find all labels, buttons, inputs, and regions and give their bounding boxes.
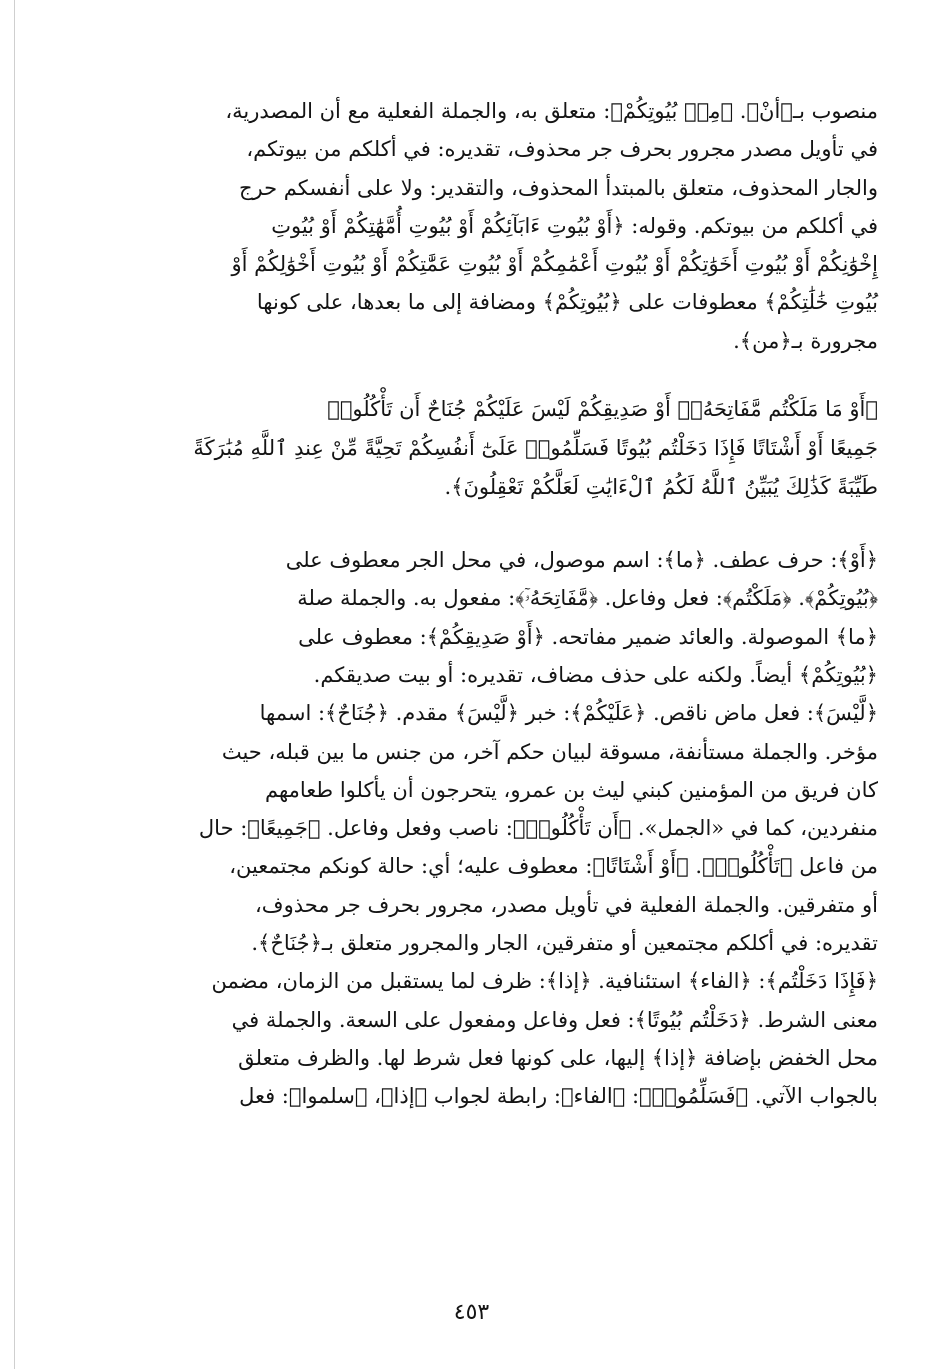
text-line: كان فريق من المؤمنين كبني ليث بن عمرو، يتحرجون أن يأكلوا طعامهم <box>265 777 878 802</box>
verse-line: طَيِّبَةً كَذَٰلِكَ يُبَيِّنُ ٱللَّهُ لَكُمُ ٱلْءَايَٰتِ لَعَلَّكُمْ تَعْقِلُونَ﴾. <box>444 475 878 500</box>
text-line: ﴿أَوْ﴾: حرف عطف. ﴿ما﴾: اسم موصول، في محل الجر معطوف على <box>285 548 878 573</box>
text-line: منصوب بـ﴿أنْ﴾. ﴿مِنۢ بُيُوتِكُمْ﴾: متعلق به، والجملة الفعلية مع أن المصدرية، <box>225 99 878 123</box>
text-line: ﴿بُيُوتِكُمْ﴾ أيضاً. ولكنه على حذف مضاف، تقديره: أو بيت صديقكم. <box>313 662 878 687</box>
text-line: تقديره: في أكلكم مجتمعين أو متفرقين، الجار والمجرور متعلق بـ﴿جُنَاحٌ﴾. <box>251 931 878 956</box>
text-line: ﴿فَإِذَا دَخَلْتُم﴾: ﴿الفاء﴾ استئنافية. ﴿إذا﴾: ظرف لما يستقبل من الزمان، مضمن <box>211 969 878 994</box>
text-line: في تأويل مصدر مجرور بحرف جر محذوف، تقديره: في أكلكم من بيوتكم، <box>246 137 878 162</box>
page-edge-line <box>14 0 15 1369</box>
text-line: إِخْوَٰنِكُمْ أَوْ بُيُوتِ أَخَوَٰتِكُمْ أَوْ بُيُوتِ أَعْمَٰمِكُمْ أَوْ بُيُوتِ عَمَّٰتِكُمْ أَوْ بُيُوتِ أَخْوَٰلِكُمْ أَوْ <box>231 252 878 277</box>
text-line: مؤخر. والجملة مستأنفة، مسوقة لبيان حكم آخر، من جنس ما بين قبله، حيث <box>221 739 878 764</box>
commentary-paragraph-2 <box>100 541 878 1115</box>
text-line: بالجواب الآتي. ﴿فَسَلِّمُوا۟﴾: ﴿الفاء﴾: رابطة لجواب ﴿إذا﴾، ﴿سلموا﴾: فعل <box>239 1084 878 1109</box>
text-line: ﴿لَّيْسَ﴾: فعل ماض ناقص. ﴿عَلَيْكُمْ﴾: خبر ﴿لَّيْسَ﴾ مقدم. ﴿جُنَاحٌ﴾: اسمها <box>259 701 878 726</box>
text-line: منفردين، كما في «الجمل». ﴿أَن تَأْكُلُوا۟﴾: ناصب وفعل وفاعل. ﴿جَمِيعًا﴾: حال <box>198 816 878 841</box>
text-line: من فاعل ﴿تَأْكُلُوا۟﴾. ﴿أَوْ أَشْتَاتًا﴾: معطوف عليه؛ أي: حالة كونكم مجتمعين، <box>229 854 878 879</box>
commentary-paragraph-1 <box>100 92 878 360</box>
text-line: والجار المحذوف، متعلق بالمبتدأ المحذوف، والتقدير: ولا على أنفسكم حرج <box>238 175 878 200</box>
text-line: معنى الشرط. ﴿دَخَلْتُم بُيُوتًا﴾: فعل وفاعل ومفعول على السعة. والجملة في <box>231 1007 878 1032</box>
verse-line: جَمِيعًا أَوْ أَشْتَاتًا فَإِذَا دَخَلْتُم بُيُوتًا فَسَلِّمُوا۟ عَلَىٰٓ أَنفُسِكُمْ تَحِيَّةً مِّنْ عِندِ ٱللَّهِ مُبَٰرَكَةً <box>193 436 878 461</box>
page-body <box>100 92 878 1116</box>
text-line: في أكلكم من بيوتكم. وقوله: ﴿أَوْ بُيُوتِ ءَابَآئِكُمْ أَوْ بُيُوتِ أُمَّهَٰتِكُمْ أَوْ بُيُوتِ <box>271 213 878 238</box>
text-line: ﴿ما﴾ الموصولة. والعائد ضمير مفاتحه. ﴿أَوْ صَدِيقِكُمْ﴾: معطوف على <box>298 624 878 649</box>
text-line: ﴿بُيُوتِكُمْ﴾. ﴿مَلَكْتُم﴾: فعل وفاعل. ﴿مَّفَاتِحَهُۥٓ﴾: مفعول به. والجملة صلة <box>297 586 878 611</box>
text-line: محل الخفض بإضافة ﴿إذا﴾ إليها، على كونها فعل شرط لها. والظرف متعلق <box>238 1045 878 1070</box>
verse-line: ﴿أَوْ مَا مَلَكْتُم مَّفَاتِحَهُۥٓ أَوْ صَدِيقِكُمْ لَيْسَ عَلَيْكُمْ جُنَاحٌ أَن تَأْكُلُوا۟ <box>327 397 878 422</box>
text-line: بُيُوتِ خَٰلَٰتِكُمْ﴾ معطوفات على ﴿بُيُوتِكُمْ﴾ ومضافة إلى ما بعدها، على كونها <box>256 290 878 315</box>
page-number: ٤٥٣ <box>453 1300 490 1325</box>
text-line: أو متفرقين. والجملة الفعلية في تأويل مصدر، مجرور بحرف جر محذوف، <box>255 892 878 917</box>
quran-verse <box>100 390 878 507</box>
text-line: مجرورة بـ﴿من﴾. <box>733 328 878 353</box>
